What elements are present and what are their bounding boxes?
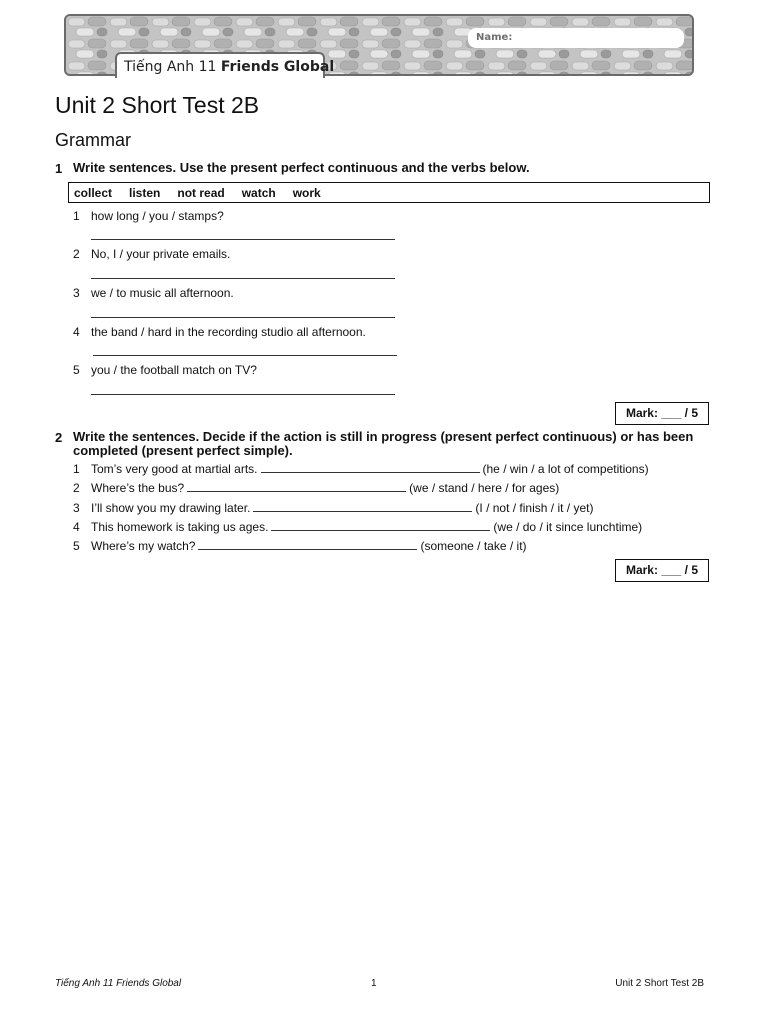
ex2-item-cue: (we / do / it since lunchtime): [493, 520, 643, 534]
ex2-answer-gap[interactable]: [253, 501, 472, 512]
ex2-answer-gap[interactable]: [187, 481, 406, 492]
word-item: work: [292, 185, 321, 200]
ex2-item-cue: (I / not / finish / it / yet): [475, 501, 594, 515]
ex2-item-sentence: Where’s the bus?: [91, 481, 185, 495]
word-item: not read: [177, 185, 225, 200]
ex1-item-prompt: the band / hard in the recording studio all afternoon.: [91, 325, 366, 339]
word-item: listen: [129, 185, 161, 200]
brand-name: Friends Global: [220, 59, 335, 75]
ex2-item: [91, 481, 559, 495]
exercise-2-instruction: Write the sentences. Decide if the action is still in progress (present perfect continuous) or has been completed (present perfect simple).: [73, 429, 694, 458]
ex2-answer-gap[interactable]: [271, 520, 490, 531]
exercise-1-mark-box: Mark: ___ / 5: [615, 402, 709, 425]
word-box: [68, 182, 710, 203]
ex2-item-number: 3: [73, 501, 80, 515]
ex2-item-sentence: Where’s my watch?: [91, 539, 196, 553]
ex1-answer-line[interactable]: [91, 278, 395, 279]
ex2-item-cue: (we / stand / here / for ages): [409, 481, 560, 495]
ex2-item-sentence: Tom’s very good at martial arts.: [91, 462, 258, 476]
ex2-answer-gap[interactable]: [198, 539, 417, 550]
exercise-1-instruction: Write sentences. Use the present perfect continuous and the verbs below.: [73, 160, 530, 175]
ex2-item: [91, 539, 527, 553]
exercise-2-mark-box: Mark: ___ / 5: [615, 559, 709, 582]
ex2-answer-gap[interactable]: [261, 462, 480, 473]
ex1-item-number: 1: [73, 209, 80, 223]
ex1-answer-line[interactable]: [93, 355, 397, 356]
ex2-item: [91, 462, 649, 476]
ex1-item-prompt: you / the football match on TV?: [91, 363, 257, 377]
ex1-item-number: 4: [73, 325, 80, 339]
ex2-item-number: 2: [73, 481, 80, 495]
section-title: Grammar: [55, 130, 131, 150]
brand-prefix: Tiếng Anh 11: [124, 59, 217, 75]
ex1-item-prompt: how long / you / stamps?: [91, 209, 224, 223]
footer-test-title: Unit 2 Short Test 2B: [615, 978, 704, 989]
ex1-item-number: 3: [73, 286, 80, 300]
ex1-item-prompt: we / to music all afternoon.: [91, 286, 234, 300]
ex1-answer-line[interactable]: [91, 394, 395, 395]
page-title: Unit 2 Short Test 2B: [55, 92, 260, 118]
footer-book-title: Tiếng Anh 11 Friends Global: [55, 978, 182, 989]
ex1-answer-line[interactable]: [91, 239, 395, 240]
footer-page-number: 1: [371, 978, 377, 989]
ex2-item-number: 4: [73, 520, 80, 534]
exercise-2-number: 2: [55, 430, 63, 445]
ex1-item-prompt: No, I / your private emails.: [91, 247, 231, 261]
ex1-item-number: 2: [73, 247, 80, 261]
brand-tab: [115, 52, 335, 78]
ex2-item-sentence: I’ll show you my drawing later.: [91, 501, 251, 515]
ex1-item-number: 5: [73, 363, 80, 377]
ex2-item-cue: (someone / take / it): [420, 539, 527, 553]
ex2-item-sentence: This homework is taking us ages.: [91, 520, 269, 534]
ex2-item-number: 1: [73, 462, 80, 476]
ex1-answer-line[interactable]: [91, 317, 395, 318]
ex2-item: [91, 501, 593, 515]
ex2-item: [91, 520, 642, 534]
word-item: collect: [74, 185, 113, 200]
exercise-1-number: 1: [55, 161, 63, 176]
word-item: watch: [241, 185, 276, 200]
name-field[interactable]: Name:: [468, 28, 684, 48]
ex2-item-number: 5: [73, 539, 80, 553]
ex2-item-cue: (he / win / a lot of competitions): [482, 462, 649, 476]
